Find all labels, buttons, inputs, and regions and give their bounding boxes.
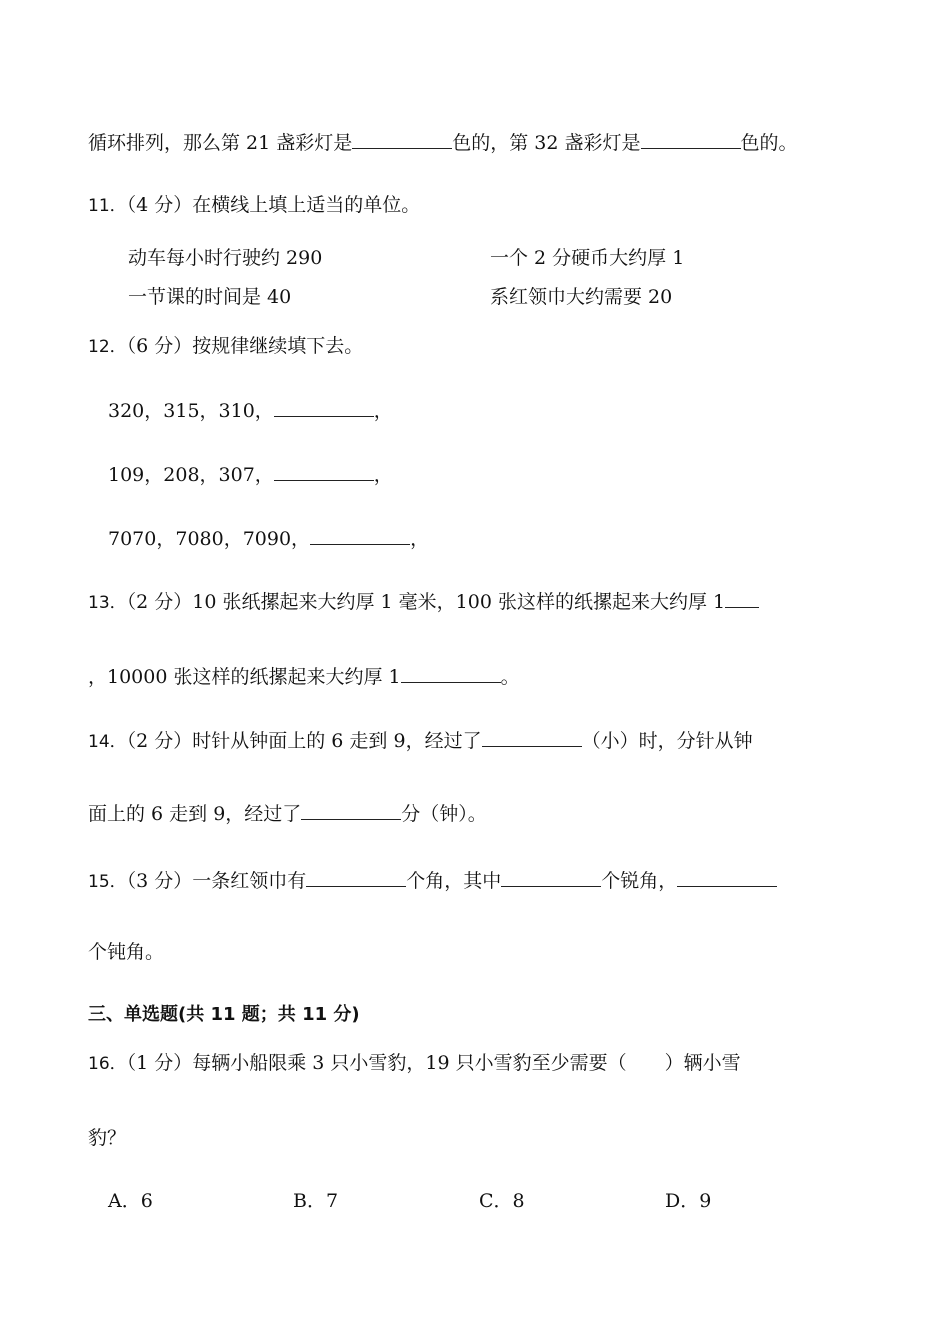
question-number: 12． [88,337,127,357]
q12-header [88,334,363,359]
answer-blank[interactable] [677,868,777,887]
sequence-text: 320，315，310， [108,400,274,422]
answer-blank[interactable] [274,398,374,417]
option-c[interactable] [479,1189,525,1213]
q16-line-1 [88,1051,741,1076]
section-title: 三、单选题(共 11 题；共 11 分) [88,1004,360,1025]
comma: ， [373,400,393,422]
question-number: 14． [88,732,127,752]
item-text: 一个 2 分硬币大约厚 1 [490,247,685,269]
q11-item [128,285,291,309]
q11-header [88,193,420,218]
q11-item [490,246,684,270]
option-label: B．7 [293,1190,339,1212]
answer-blank[interactable] [301,801,401,820]
period: 。 [500,666,520,688]
answer-blank[interactable] [274,462,374,481]
answer-blank[interactable] [482,728,582,747]
q15-line-1 [88,868,777,894]
q10-text-2: 色的，第 32 盏彩灯是 [452,132,641,154]
question-text: （小）时，分针从钟 [581,730,753,752]
comma: ， [373,464,393,486]
q14-line-2 [88,801,487,826]
q11-item [490,285,672,309]
question-text: （2 分）10 张纸摞起来大约厚 1 毫米，100 张这样的纸摞起来大约厚 1 [126,591,726,613]
item-text: 一节课的时间是 40 [128,286,292,308]
question-text: （3 分）一条红领巾有 [126,870,307,892]
q16-line-2 [88,1126,126,1150]
question-text: 个角，其中 [406,870,502,892]
answer-blank[interactable] [641,130,741,149]
answer-blank[interactable] [306,868,406,887]
question-text: 分（钟）。 [401,803,487,825]
question-number: 13． [88,593,127,613]
item-text: 系红领巾大约需要 20 [490,286,673,308]
q10-text-3: 色的。 [740,132,798,154]
q11-item [128,246,322,270]
q12-seq [108,462,393,487]
question-number: 11． [88,196,127,216]
q13-line-1 [88,589,759,615]
question-number: 16． [88,1054,127,1074]
answer-blank[interactable] [401,664,501,683]
option-a[interactable] [108,1189,153,1213]
q12-seq [108,526,429,551]
comma: ， [410,528,430,550]
q12-seq [108,398,393,423]
q14-line-1 [88,728,753,754]
question-text: 豹？ [88,1127,127,1149]
q10-continuation [88,130,798,155]
item-text: 动车每小时行驶约 290 [128,247,323,269]
answer-blank[interactable] [310,526,410,545]
question-text: 个钝角。 [88,941,165,963]
question-text: 面上的 6 走到 9，经过了 [88,803,302,825]
sequence-text: 109，208，307， [108,464,274,486]
question-text: 个锐角， [601,870,678,892]
question-text: （4 分）在横线上填上适当的单位。 [126,194,421,216]
option-d[interactable] [665,1189,711,1213]
question-text: （1 分）每辆小船限乘 3 只小雪豹，19 只小雪豹至少需要（ ）辆小雪 [126,1052,741,1074]
question-text: ，10000 张这样的纸摞起来大约厚 1 [88,666,401,688]
sequence-text: 7070，7080，7090， [108,528,311,550]
section-heading [88,1003,360,1027]
answer-blank[interactable] [725,589,759,608]
q15-line-2 [88,940,164,964]
q10-text-1: 循环排列，那么第 21 盏彩灯是 [88,132,353,154]
answer-blank[interactable] [501,868,601,887]
option-label: D．9 [665,1190,712,1212]
option-label: C．8 [479,1190,525,1212]
option-label: A．6 [108,1190,153,1212]
q13-line-2 [88,664,520,689]
option-b[interactable] [293,1189,338,1213]
question-text: （6 分）按规律继续填下去。 [126,335,364,357]
question-text: （2 分）时针从钟面上的 6 走到 9，经过了 [126,730,482,752]
answer-blank[interactable] [352,130,452,149]
question-number: 15． [88,872,127,892]
